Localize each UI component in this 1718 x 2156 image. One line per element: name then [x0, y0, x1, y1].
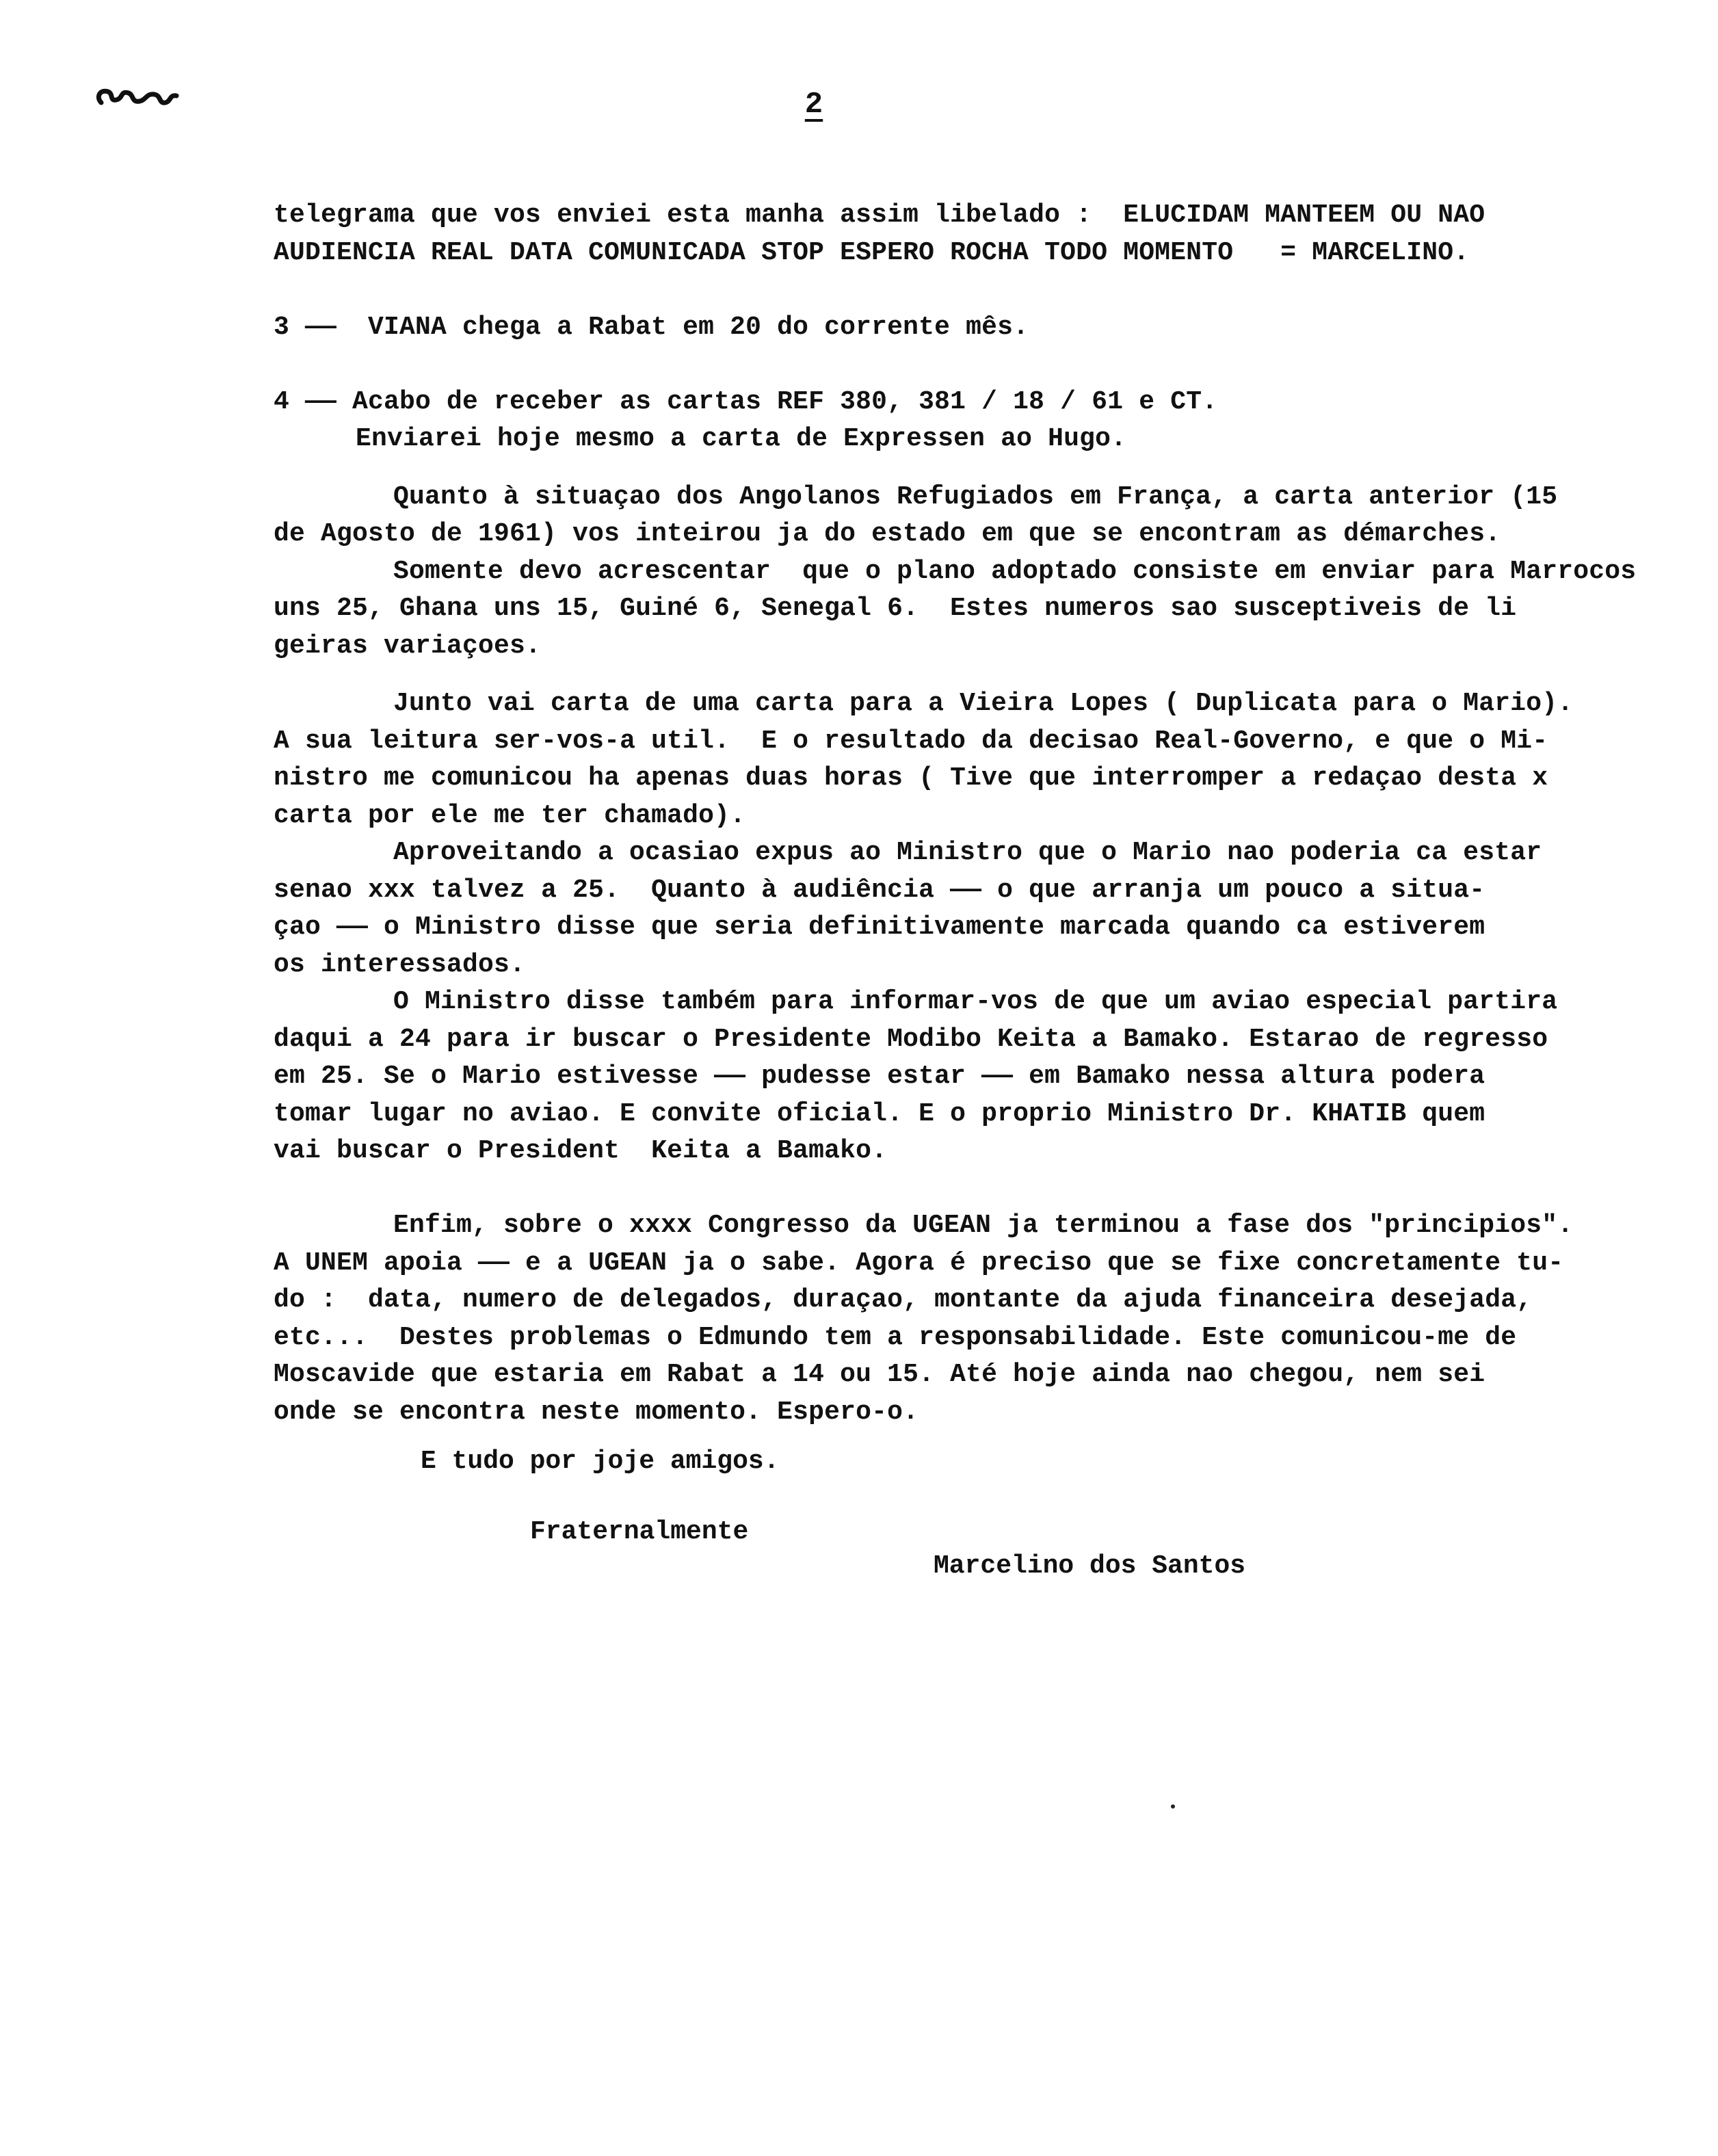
text-line: de Agosto de 1961) vos inteirou ja do estado em que se encontram as démarches.: [274, 519, 1501, 549]
text-line: Somente devo acrescentar que o plano adoptado consiste em enviar para Marrocos: [393, 556, 1637, 586]
text-line: onde se encontra neste momento. Espero-o.: [274, 1397, 919, 1427]
text-line: 4 —— Acabo de receber as cartas REF 380, 381 / 18 / 61 e CT.: [274, 386, 1218, 417]
text-line: etc... Destes problemas o Edmundo tem a responsabilidade. Este comunicou-me de: [274, 1322, 1517, 1352]
text-line: geiras variaçoes.: [274, 631, 542, 661]
text-line: A sua leitura ser-vos-a util. E o resultado da decisao Real-Governo, e que o Mi-: [274, 726, 1548, 756]
letter-body: [274, 197, 1676, 1431]
text-line: nistro me comunicou ha apenas duas horas ( Tive que interromper a redaçao desta x: [274, 763, 1548, 793]
text-line: do : data, numero de delegados, duraçao, montante da ajuda financeira desejada,: [274, 1285, 1533, 1315]
text-line: Quanto à situaçao dos Angolanos Refugiados em França, a carta anterior (15: [393, 482, 1558, 512]
handwritten-mark-icon: [89, 77, 191, 118]
closing-line: E tudo por joje amigos.: [421, 1447, 780, 1476]
text-line: A UNEM apoia —— e a UGEAN ja o sabe. Agora é preciso que se fixe concretamente tu-: [274, 1248, 1564, 1278]
text-line: os interessados.: [274, 949, 526, 980]
text-line: AUDIENCIA REAL DATA COMUNICADA STOP ESPERO ROCHA TODO MOMENTO = MARCELINO.: [274, 237, 1470, 267]
text-line: uns 25, Ghana uns 15, Guiné 6, Senegal 6. Estes numeros sao susceptiveis de li: [274, 594, 1517, 623]
text-line: Enfim, sobre o xxxx Congresso da UGEAN ja terminou a fase dos "principios".: [393, 1211, 1574, 1240]
text-line: 3 —— VIANA chega a Rabat em 20 do corrente mês.: [274, 312, 1029, 342]
text-line: tomar lugar no aviao. E convite oficial. E o proprio Ministro Dr. KHATIB quem: [274, 1099, 1485, 1129]
text-line: em 25. Se o Mario estivesse —— pudesse estar —— em Bamako nessa altura podera: [274, 1062, 1485, 1091]
text-line: daqui a 24 para ir buscar o Presidente Modibo Keita a Bamako. Estarao de regresso: [274, 1024, 1548, 1054]
text-line: senao xxx talvez a 25. Quanto à audiência —— o que arranja um pouco a situa-: [274, 875, 1485, 905]
text-line: çao —— o Ministro disse que seria definitivamente marcada quando ca estiverem: [274, 912, 1485, 942]
salutation: Fraternalmente: [530, 1517, 749, 1547]
text-line: Enviarei hoje mesmo a carta de Expressen ao Hugo.: [356, 424, 1127, 453]
text-line: vai buscar o President Keita a Bamako.: [274, 1136, 888, 1166]
text-line: Aproveitando a ocasiao expus ao Ministro que o Mario nao poderia ca estar: [393, 838, 1542, 867]
text-line: carta por ele me ter chamado).: [274, 800, 746, 830]
paper-speck: [1171, 1804, 1175, 1809]
text-line: Moscavide que estaria em Rabat a 14 ou 15. Até hoje ainda nao chegou, nem sei: [274, 1360, 1485, 1389]
text-line: Junto vai carta de uma carta para a Vieira Lopes ( Duplicata para o Mario).: [393, 689, 1574, 718]
text-line: telegrama que vos enviei esta manha assim libelado : ELUCIDAM MANTEEM OU NAO: [274, 200, 1485, 230]
text-line: O Ministro disse também para informar-vos de que um aviao especial partira: [393, 987, 1558, 1016]
signature-name: Marcelino dos Santos: [934, 1551, 1246, 1581]
page-number: 2: [804, 88, 823, 122]
